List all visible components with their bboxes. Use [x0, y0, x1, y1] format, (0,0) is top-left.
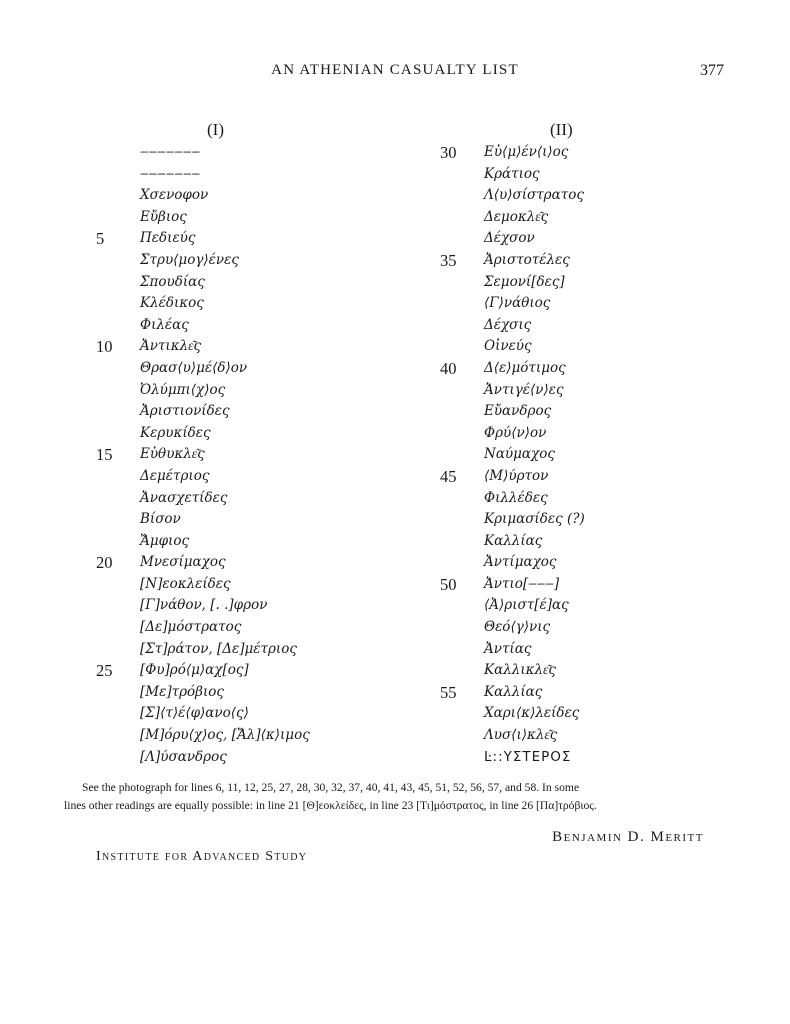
inscription-line: [96, 682, 416, 704]
inscription-line: [96, 315, 416, 337]
line-number: [96, 380, 140, 402]
name-text: Ὀλύμπι⟨χ⟩ος: [140, 381, 226, 398]
name-text: Φιλλέδες: [484, 489, 548, 506]
inscription-line: [440, 639, 760, 661]
column-ii: [440, 117, 760, 768]
line-number: [440, 747, 484, 769]
name-text: Ŀ::ΥΣΤΕΡΟΣ: [484, 748, 572, 765]
inscription-line: [96, 531, 416, 553]
line-number: [440, 660, 484, 682]
name-text: Βίσον: [140, 511, 181, 528]
inscription-line: [440, 509, 760, 531]
page-number: 377: [700, 62, 724, 79]
inscription-line: [96, 488, 416, 510]
line-number: 15: [96, 445, 113, 465]
name-text: Ἀντικλε͂ς: [140, 338, 202, 355]
inscription-line: [96, 272, 416, 294]
name-text: Ἀνασχετίδες: [140, 489, 228, 506]
column-heading: (II): [550, 120, 573, 139]
inscription-line: [96, 703, 416, 725]
name-text: ‒‒‒‒‒‒‒: [140, 165, 201, 182]
line-number: [96, 574, 140, 596]
line-number: 40: [440, 358, 457, 378]
name-text: Ἀντίας: [484, 640, 532, 657]
line-number: [96, 466, 140, 488]
name-text: Φρύ⟨ν⟩ον: [484, 424, 547, 441]
inscription-line: [440, 207, 760, 229]
inscription-line: [96, 595, 416, 617]
line-number: [96, 185, 140, 207]
name-text: Καλλίας: [484, 683, 543, 700]
name-text: Στρυ⟨μογ⟩ένες: [140, 251, 239, 268]
column-lines: [440, 142, 760, 768]
inscription-line: [440, 552, 760, 574]
inscription-line: [440, 725, 760, 747]
name-text: [Με]τρόβιος: [140, 683, 224, 700]
author-name: Benjamin D. Meritt: [552, 829, 704, 845]
inscription-line: [440, 682, 760, 704]
line-number: 55: [440, 682, 457, 702]
name-text: Φιλέας: [140, 316, 189, 333]
line-number: [96, 725, 140, 747]
name-text: Κράτιος: [484, 165, 540, 182]
line-number: [440, 293, 484, 315]
line-number: [440, 639, 484, 661]
line-number: [96, 207, 140, 229]
name-text: Δέχσον: [484, 230, 535, 247]
inscription-line: [96, 250, 416, 272]
name-text: Ἀντιο[‒‒‒]: [484, 575, 560, 592]
line-number: [440, 164, 484, 186]
inscription-line: [96, 380, 416, 402]
line-number: [440, 207, 484, 229]
name-text: Εὐ⟨μ⟩έν⟨ι⟩ος: [484, 144, 569, 160]
name-text: Ἀντιγέ⟨ν⟩ες: [484, 381, 564, 398]
inscription-line: [96, 466, 416, 488]
name-text: Θεό⟨γ⟩νις: [484, 619, 551, 636]
inscription-line: [440, 488, 760, 510]
name-text: [Δε]μόστρατος: [140, 619, 242, 636]
line-number: [96, 639, 140, 661]
name-text: Καλλίας: [484, 532, 543, 549]
inscription-line: [96, 336, 416, 358]
line-number: [440, 336, 484, 358]
name-text: Ἀριστοτέλες: [484, 251, 570, 268]
line-number: [440, 401, 484, 423]
inscription-line: [440, 293, 760, 315]
line-number: 35: [440, 250, 457, 270]
inscription-line: [96, 552, 416, 574]
inscription-line: [96, 574, 416, 596]
inscription-line: [440, 531, 760, 553]
line-number: [440, 185, 484, 207]
line-number: [96, 250, 140, 272]
line-number: [96, 142, 140, 164]
line-number: 20: [96, 553, 113, 573]
line-number: 25: [96, 661, 113, 681]
line-number: [440, 228, 484, 250]
inscription-line: [440, 444, 760, 466]
name-text: Ἀντίμαχος: [484, 554, 557, 571]
inscription-line: [440, 747, 760, 769]
inscription-line: [96, 423, 416, 445]
name-text: [Γ]νάθον, [. .]φρον: [140, 597, 268, 614]
inscription-line: [96, 444, 416, 466]
line-number: 30: [440, 143, 457, 162]
inscription-line: [96, 725, 416, 747]
inscription-line: [440, 595, 760, 617]
name-text: Καλλικλε͂ς: [484, 662, 556, 679]
inscription-line: [96, 639, 416, 661]
line-number: [96, 617, 140, 639]
line-number: [96, 423, 140, 445]
line-number: [440, 380, 484, 402]
name-text: Σπουδίας: [140, 273, 205, 290]
name-text: ⟨Γ⟩νάθιος: [484, 295, 551, 312]
inscription-line: [440, 228, 760, 250]
inscription-line: [96, 207, 416, 229]
line-number: [440, 509, 484, 531]
line-number: [440, 488, 484, 510]
inscription-line: [440, 617, 760, 639]
name-text: Χσενοφον: [140, 187, 209, 204]
name-text: Λυσ⟨ι⟩κλε͂ς: [484, 727, 558, 744]
name-text: Ἀριστιονίδες: [140, 403, 230, 420]
name-text: Ἄμφιος: [140, 532, 190, 549]
name-text: Θρασ⟨υ⟩μέ⟨δ⟩ον: [140, 359, 248, 376]
footnote-line: lines other readings are equally possible: in line 21 [Θ]εοκλείδες, in line 23 [Τι]μόστρατος, in line 26 [Πα]τρόβιος.: [64, 799, 597, 812]
inscription-line: [96, 509, 416, 531]
name-text: Δεμοκλε͂ς: [484, 208, 549, 225]
line-number: [96, 488, 140, 510]
inscription-line: [96, 401, 416, 423]
footnote: [64, 779, 728, 815]
inscription-line: [440, 423, 760, 445]
line-number: [440, 703, 484, 725]
inscription-line: [440, 703, 760, 725]
inscription-line: [440, 315, 760, 337]
name-text: ‒‒‒‒‒‒‒: [140, 144, 201, 160]
inscription-line: [96, 228, 416, 250]
name-text: ⟨Μ⟩ύρτον: [484, 467, 549, 484]
institute-name: Institute for Advanced Study: [96, 849, 308, 864]
inscription-line: [96, 185, 416, 207]
line-number: [96, 531, 140, 553]
name-text: Κλέδικος: [140, 295, 204, 312]
name-text: Δεμέτριος: [140, 467, 210, 484]
inscription-line: [96, 293, 416, 315]
line-number: [96, 272, 140, 294]
name-text: [Λ]ύσανδρος: [140, 748, 227, 765]
inscription-line: [440, 401, 760, 423]
line-number: [440, 617, 484, 639]
inscription-line: [440, 250, 760, 272]
name-text: Δ⟨ε⟩μότιμος: [484, 359, 566, 376]
inscription-line: [96, 617, 416, 639]
name-text: Μνεσίμαχος: [140, 554, 226, 571]
name-text: Ναύμαχος: [484, 446, 555, 463]
line-number: [440, 272, 484, 294]
footnote-line: See the photograph for lines 6, 11, 12, 25, 27, 28, 30, 32, 37, 40, 41, 43, 45, 51, 52, 56, 57, and 58. In some: [82, 781, 580, 794]
column-lines: [96, 142, 416, 768]
name-text: Κερυκίδες: [140, 424, 211, 441]
page-header: [0, 62, 790, 84]
running-title: AN ATHENIAN CASUALTY LIST: [271, 62, 519, 78]
line-number: [96, 703, 140, 725]
line-number: [440, 595, 484, 617]
name-text: [Ν]εοκλείδες: [140, 575, 231, 592]
inscription-line: [96, 747, 416, 769]
line-number: [96, 164, 140, 186]
line-number: [96, 358, 140, 380]
inscription-line: [96, 358, 416, 380]
inscription-line: [440, 185, 760, 207]
line-number: 5: [96, 229, 105, 249]
name-text: [Μ]όρυ⟨χ⟩ος, [Ἄλ]⟨κ⟩ιμος: [140, 727, 310, 744]
line-number: [96, 315, 140, 337]
name-text: Χαρι⟨κ⟩λείδες: [484, 705, 580, 722]
name-text: Δέχσις: [484, 316, 532, 333]
inscription-line: [440, 164, 760, 186]
inscription-line: [96, 164, 416, 186]
name-text: [Στ]ράτον, [Δε]μέτριος: [140, 640, 297, 657]
line-number: [96, 682, 140, 704]
name-text: Κριμασίδες (?): [484, 511, 585, 528]
column-i: [96, 117, 416, 768]
name-text: Εὐθυκλε͂ς: [140, 446, 205, 463]
line-number: [96, 747, 140, 769]
line-number: [440, 444, 484, 466]
name-text: [Φυ]ρό⟨μ⟩αχ[ος]: [140, 662, 249, 679]
name-text: Πεδιεύς: [140, 230, 196, 247]
name-text: Σεμονί[δες]: [484, 273, 565, 290]
name-text: ⟨Ἀ⟩ριστ[έ]ας: [484, 597, 569, 614]
name-text: Εὔβιος: [140, 208, 187, 225]
name-text: Λ⟨υ⟩σίστρατος: [484, 187, 584, 204]
inscription-line: [96, 142, 416, 164]
line-number: [96, 595, 140, 617]
inscription-line: [440, 466, 760, 488]
name-text: Εὔανδρος: [484, 403, 552, 420]
inscription-line: [440, 272, 760, 294]
line-number: [440, 315, 484, 337]
name-text: [Σ]⟨τ⟩έ⟨φ⟩ανο⟨ς⟩: [140, 705, 249, 722]
inscription-line: [440, 574, 760, 596]
inscription-line: [440, 336, 760, 358]
line-number: [96, 509, 140, 531]
line-number: 45: [440, 466, 457, 486]
line-number: 50: [440, 574, 457, 594]
name-text: Οἰνεύς: [484, 338, 532, 355]
inscription-line: [440, 660, 760, 682]
column-heading: (I): [207, 120, 224, 139]
inscription-line: [440, 380, 760, 402]
line-number: [440, 552, 484, 574]
line-number: [96, 401, 140, 423]
line-number: [96, 293, 140, 315]
line-number: 10: [96, 337, 113, 357]
inscription-line: [440, 358, 760, 380]
inscription-line: [96, 660, 416, 682]
inscription-line: [440, 142, 760, 164]
line-number: [440, 423, 484, 445]
line-number: [440, 725, 484, 747]
line-number: [440, 531, 484, 553]
